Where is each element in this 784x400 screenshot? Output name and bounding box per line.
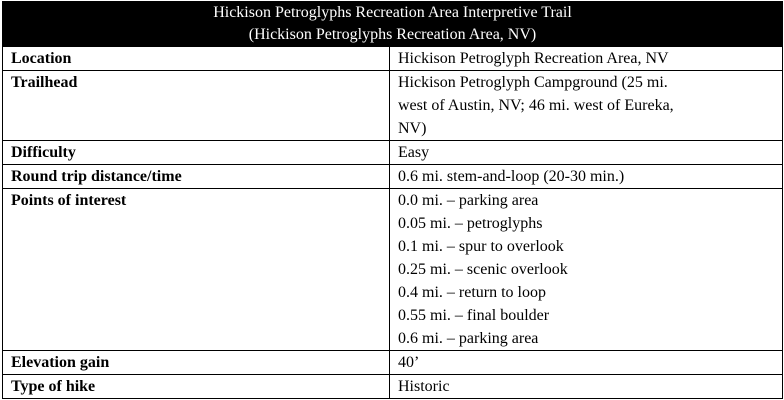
label-difficulty: Difficulty [3,141,390,165]
list-item: 0.1 mi. – spur to overlook [398,238,564,255]
value-points [390,189,783,351]
list-item: 0.0 mi. – parking area [398,192,539,209]
label-distance: Round trip distance/time [3,165,390,189]
table-row-difficulty [3,141,783,165]
label-elevation: Elevation gain [3,351,390,375]
list-item: 0.4 mi. – return to loop [398,284,546,301]
value-location: Hickison Petroglyph Recreation Area, NV [390,47,783,71]
label-location: Location [3,47,390,71]
value-distance: 0.6 mi. stem-and-loop (20-30 min.) [390,165,783,189]
list-item: 0.55 mi. – final boulder [398,307,550,324]
value-trailhead [390,71,783,141]
label-points: Points of interest [3,189,390,351]
table-row-location [3,47,783,71]
list-item: 0.25 mi. – scenic overlook [398,261,568,278]
value-elevation: 40’ [390,351,783,375]
list-item: 0.6 mi. – parking area [398,330,539,347]
table-row-points [3,189,783,351]
title-row [3,2,783,47]
title-line-2: (Hickison Petroglyphs Recreation Area, NV) [248,26,537,43]
value-difficulty: Easy [390,141,783,165]
label-trailhead: Trailhead [3,71,390,141]
trailhead-line-2: west of Austin, NV; 46 mi. west of Eureka, [398,97,674,114]
points-list [398,189,782,350]
list-item: 0.05 mi. – petroglyphs [398,215,543,232]
table-row-distance [3,165,783,189]
trail-info-table [2,1,783,399]
table-row-type [3,375,783,399]
table-title [3,2,783,47]
table-row-trailhead [3,71,783,141]
trailhead-line-3: NV) [398,120,427,137]
value-type: Historic [390,375,783,399]
trailhead-line-1: Hickison Petroglyph Campground (25 mi. [398,74,668,91]
table-row-elevation [3,351,783,375]
title-line-1: Hickison Petroglyphs Recreation Area Interpretive Trail [213,4,572,21]
label-type: Type of hike [3,375,390,399]
